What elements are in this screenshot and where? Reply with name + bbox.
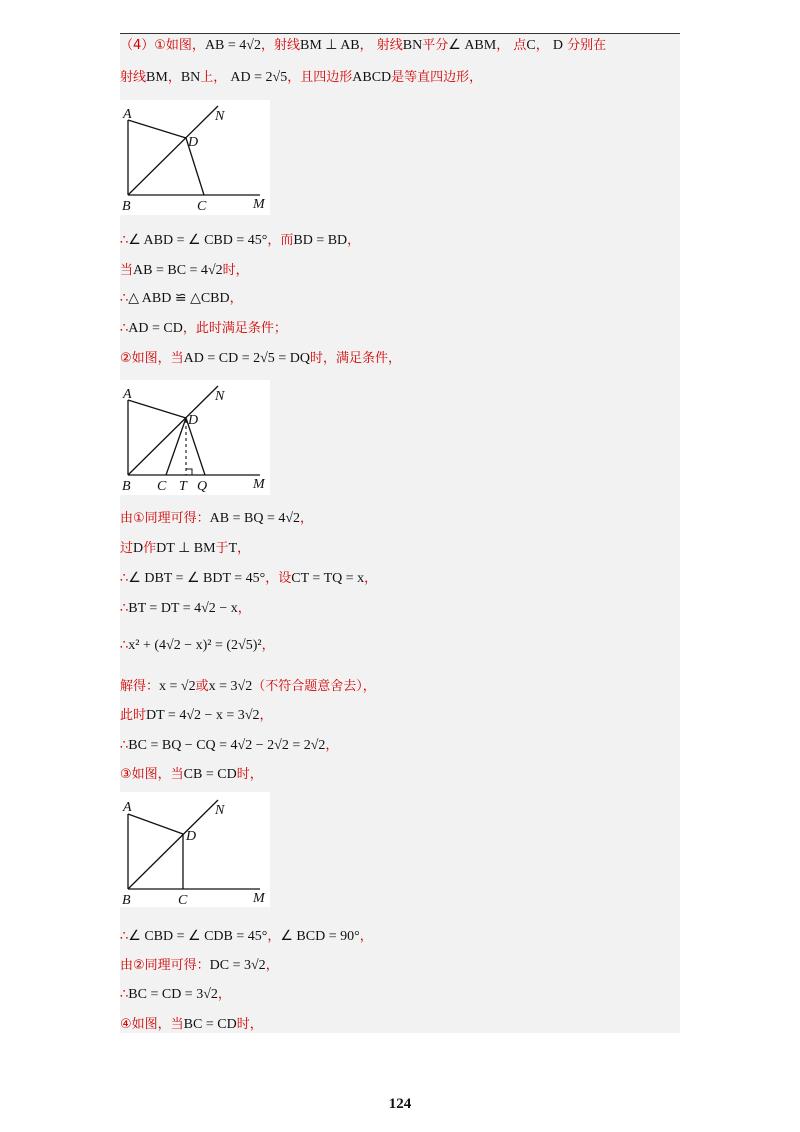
label-B: B: [122, 199, 131, 214]
math-expression: √2: [186, 708, 202, 723]
math-expression: △ ABD ≌ △CBD: [128, 291, 230, 306]
label-A: A: [123, 387, 132, 402]
solution-line: [120, 37, 606, 55]
figure-1: [120, 100, 270, 215]
math-expression: ABCD: [352, 70, 392, 85]
math-expression: BD = BD: [293, 233, 348, 248]
math-expression: BC = CD: [183, 1017, 237, 1032]
explanation-text: ，: [267, 929, 281, 944]
math-expression: ∠ CBD = ∠ CDB = 45°: [128, 929, 268, 944]
math-expression: BM: [146, 70, 168, 85]
explanation-text: ，: [359, 929, 373, 944]
label-N: N: [215, 109, 225, 124]
math-expression: √2: [180, 679, 196, 694]
label-N: N: [215, 803, 225, 818]
label-C: C: [197, 199, 207, 214]
math-expression: ∠ DBT = ∠ BDT = 45°: [128, 571, 266, 586]
math-expression: D: [133, 541, 144, 556]
math-expression: − 2: [252, 738, 275, 753]
math-expression: BM ⊥ AB: [299, 38, 360, 53]
explanation-text: 由②同理可得：: [120, 958, 210, 973]
math-expression: √2: [274, 738, 289, 753]
math-expression: BN: [180, 70, 201, 85]
math-expression: = DQ: [274, 351, 310, 366]
math-expression: √2: [237, 679, 253, 694]
explanation-text: （不符合题意舍去），: [252, 679, 376, 694]
solution-line: [120, 69, 482, 87]
math-expression: − x = 3: [201, 708, 245, 723]
explanation-text: ∴: [120, 321, 129, 336]
math-expression: AB = BQ = 4: [209, 511, 286, 526]
solution-line: [120, 262, 249, 280]
explanation-text: ∴: [120, 571, 129, 586]
explanation-text: ，: [300, 511, 314, 526]
explanation-text: ∴: [120, 601, 129, 616]
explanation-text: 分别在: [562, 38, 607, 53]
math-expression: √2: [207, 263, 223, 278]
explanation-text: ，: [237, 601, 251, 616]
label-D: D: [186, 829, 197, 844]
math-expression: D: [552, 38, 563, 53]
math-expression: − x: [215, 601, 238, 616]
label-N: N: [215, 389, 225, 404]
math-expression: √2: [237, 738, 253, 753]
explanation-text: ，: [167, 70, 181, 85]
explanation-text: ，: [217, 987, 231, 1002]
math-expression: DC = 3: [209, 958, 251, 973]
segment-AD: [128, 814, 183, 834]
math-expression: √2: [251, 958, 266, 973]
math-expression: √5: [260, 351, 275, 366]
explanation-text: 或: [195, 679, 209, 694]
figure-2: [120, 380, 270, 495]
math-expression: BC = BQ − CQ = 4: [128, 738, 238, 753]
explanation-text: ④如图，当: [120, 1017, 184, 1032]
math-expression: √2: [203, 987, 218, 1002]
label-T: T: [179, 479, 187, 494]
explanation-text: 当: [120, 263, 134, 278]
label-M: M: [253, 891, 265, 906]
solution-line: [120, 1016, 263, 1034]
explanation-text: ，此时满足条件；: [182, 321, 287, 336]
explanation-text: 是等直四边形，: [391, 70, 483, 85]
explanation-text: ②如图，当: [120, 351, 184, 366]
label-B: B: [122, 479, 131, 494]
explanation-text: ，: [237, 541, 251, 556]
explanation-text: ，: [259, 708, 273, 723]
label-Q: Q: [197, 479, 208, 494]
math-expression: CB = CD: [183, 767, 237, 782]
explanation-text: 射线: [120, 70, 147, 85]
right-angle-mark: [186, 469, 192, 475]
math-expression: BN: [402, 38, 423, 53]
solution-line: [120, 570, 377, 588]
math-expression: AD = 2: [230, 70, 273, 85]
label-M: M: [253, 197, 265, 212]
explanation-text: ，且四边形: [287, 70, 353, 85]
explanation-text: 时，: [236, 767, 263, 782]
explanation-text: ，而: [267, 233, 294, 248]
top-rule: [120, 33, 680, 34]
solution-line: [120, 986, 231, 1004]
math-expression: √2: [244, 708, 260, 723]
math-expression: T: [228, 541, 238, 556]
math-expression: √5: [272, 70, 288, 85]
page-number: 124: [388, 1096, 412, 1112]
math-expression: √5: [238, 638, 253, 653]
explanation-text: ∴: [120, 929, 129, 944]
math-expression: ∠ BCD = 90°: [280, 929, 360, 944]
explanation-text: 上，: [200, 70, 231, 85]
explanation-text: 时，满足条件，: [309, 351, 401, 366]
explanation-text: 于: [215, 541, 229, 556]
explanation-text: ，: [364, 571, 378, 586]
explanation-text: 作: [143, 541, 157, 556]
label-C: C: [157, 479, 167, 494]
math-expression: √2: [285, 511, 301, 526]
explanation-text: ∴: [120, 987, 129, 1002]
explanation-text: ，: [229, 291, 243, 306]
ray-BN: [128, 106, 218, 195]
label-C: C: [178, 893, 188, 907]
solution-line: [120, 350, 401, 368]
math-expression: )²: [252, 638, 262, 653]
label-M: M: [253, 477, 265, 492]
explanation-text: ，设: [265, 571, 292, 586]
math-expression: ∠ ABM: [448, 38, 497, 53]
math-expression: AD = CD = 2: [183, 351, 261, 366]
segment-DC: [166, 418, 186, 475]
solution-line: [120, 320, 287, 338]
explanation-text: 由①同理可得：: [120, 511, 210, 526]
explanation-text: 时，: [222, 263, 249, 278]
figure-3: [120, 792, 270, 907]
math-expression: √2: [201, 601, 216, 616]
explanation-text: ∴: [120, 738, 129, 753]
math-expression: √2: [246, 38, 261, 53]
solution-line: [120, 928, 373, 946]
math-expression: − x)² = (2: [180, 638, 239, 653]
explanation-text: ，: [261, 638, 275, 653]
math-expression: √2: [310, 738, 326, 753]
math-expression: CT = TQ = x: [291, 571, 365, 586]
math-expression: x =: [159, 679, 181, 694]
math-expression: C: [526, 38, 536, 53]
explanation-text: ，射线: [260, 38, 300, 53]
solution-line: [120, 957, 279, 975]
explanation-text: ③如图，当: [120, 767, 184, 782]
math-expression: DT = 4: [146, 708, 187, 723]
math-expression: ∠ ABD = ∠ CBD = 45°: [128, 233, 268, 248]
math-expression: = 2: [288, 738, 311, 753]
explanation-text: （4）①如图，: [120, 38, 205, 53]
solution-line: [120, 737, 338, 755]
math-expression: DT ⊥ BM: [156, 541, 216, 556]
solution-line: [120, 600, 251, 618]
explanation-text: ∴: [120, 291, 129, 306]
segment-AD: [128, 120, 186, 138]
label-A: A: [123, 800, 132, 815]
math-expression: x² + (4: [128, 638, 167, 653]
explanation-text: 平分: [422, 38, 449, 53]
solution-line: [120, 510, 313, 528]
explanation-text: ， 射线: [359, 38, 403, 53]
math-expression: BT = DT = 4: [128, 601, 202, 616]
solution-line: [120, 678, 376, 696]
label-B: B: [122, 893, 131, 907]
math-expression: AB = 4: [204, 38, 247, 53]
explanation-text: ，: [347, 233, 361, 248]
math-expression: AD = CD: [128, 321, 183, 336]
explanation-text: 此时: [120, 708, 147, 723]
explanation-text: ，: [535, 38, 553, 53]
explanation-text: 时，: [236, 1017, 263, 1032]
math-expression: AB = BC = 4: [133, 263, 208, 278]
solution-line: [120, 290, 243, 308]
math-expression: BC = CD = 3: [128, 987, 204, 1002]
solution-line: [120, 540, 250, 558]
explanation-text: 解得：: [120, 679, 160, 694]
solution-line: [120, 232, 360, 250]
solution-line: [120, 766, 263, 784]
math-expression: √2: [166, 638, 181, 653]
solution-line: [120, 707, 273, 725]
label-D: D: [188, 135, 199, 150]
explanation-text: ，: [325, 738, 339, 753]
explanation-text: ∴: [120, 638, 129, 653]
solution-line: [120, 637, 275, 655]
label-D: D: [188, 413, 199, 428]
explanation-text: ∴: [120, 233, 129, 248]
explanation-text: ， 点: [496, 38, 527, 53]
math-expression: x = 3: [208, 679, 238, 694]
label-A: A: [123, 107, 132, 122]
explanation-text: 过: [120, 541, 134, 556]
explanation-text: ，: [265, 958, 279, 973]
